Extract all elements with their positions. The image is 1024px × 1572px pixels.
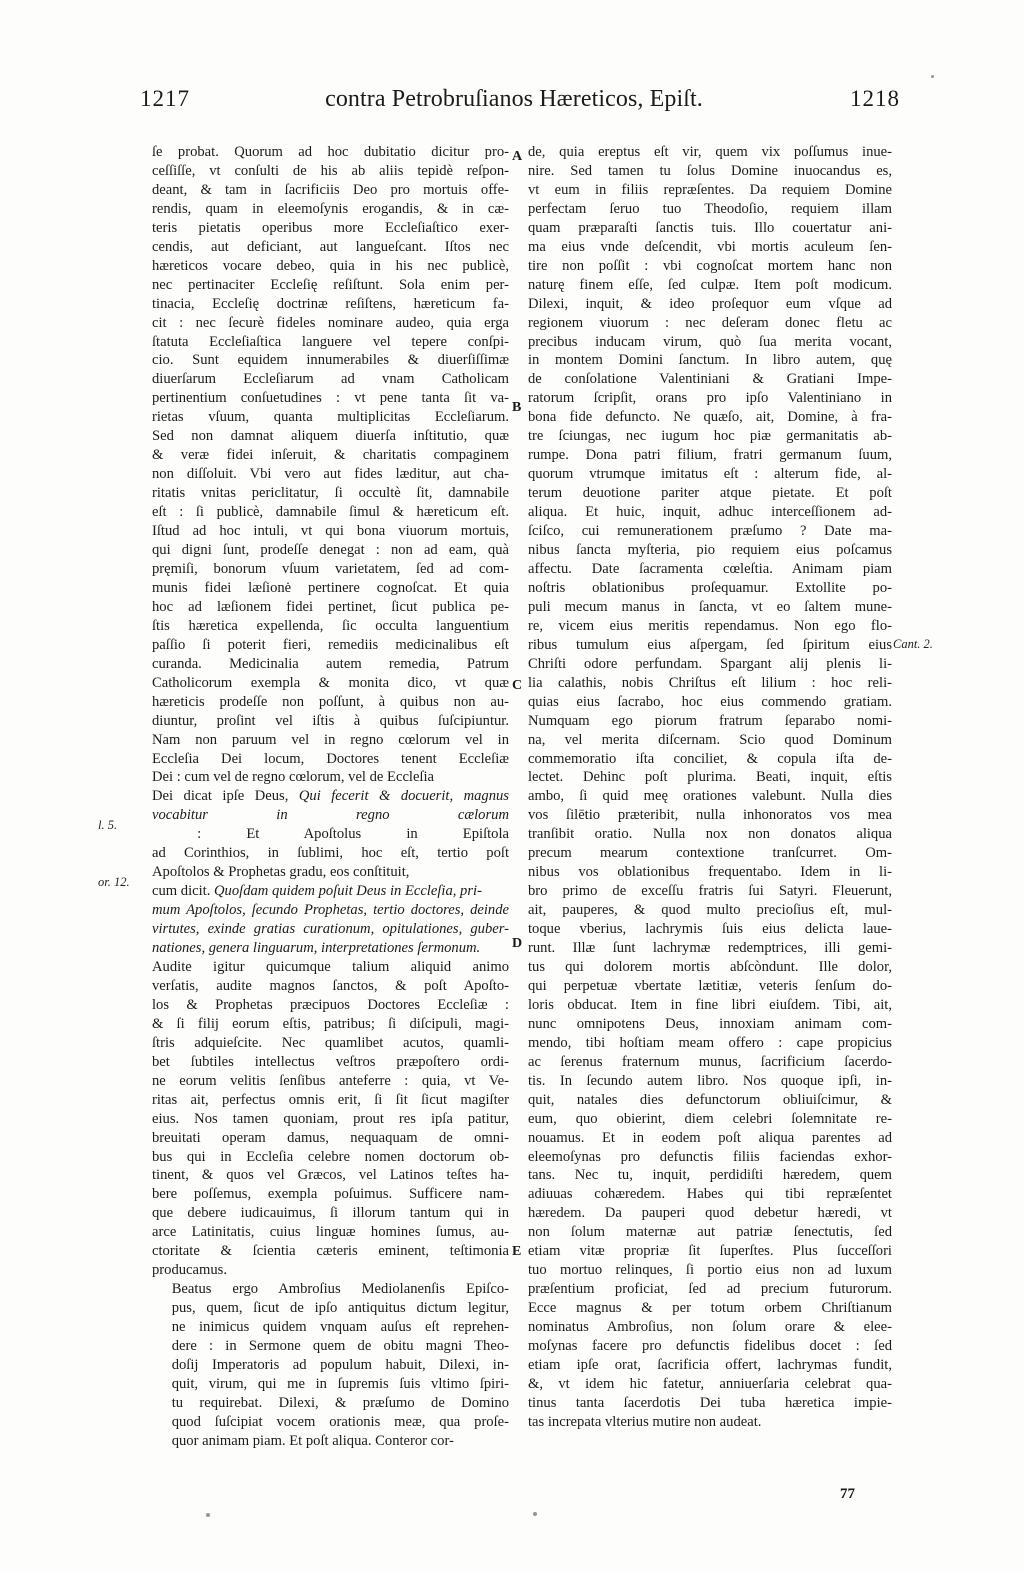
text-line: cit : nec ſecurè fideles nominare audeo, quia erga <box>152 314 509 331</box>
text-line: bus qui in Eccleſia celebre nomen doctorum ob- <box>152 1148 509 1165</box>
column-left <box>152 143 509 1451</box>
text-line: non ſolum maternæ aut patriæ ſenectutis, ſed <box>528 1224 892 1241</box>
text-line: breuitati operam damus, nequaquam de omni- <box>152 1129 509 1146</box>
text-line: Sed non damnat aliquem diuerſa inſtitutio, quæ <box>152 428 509 445</box>
margin-note-right-1: Cant. 2. <box>893 637 933 651</box>
text-line: mendo, tibi hoſtiam meam offero : cape propicius <box>528 1034 892 1051</box>
text-line: ad Corinthios, in ſublimi, hoc eſt, tertio poſt <box>152 845 509 862</box>
text-line: terum deuotione pariter atque pietate. Et poſt <box>528 485 892 502</box>
text-line: curanda. Medicinalia autem remedia, Patrum <box>152 655 509 672</box>
text-line: Ecce magnus & per totum orbem Chriſtianum <box>528 1300 892 1317</box>
roman-run: : Et Apoſtolus in Epiſtola <box>152 826 510 843</box>
text-line: nire. Sed tamen tu ſolus Domine inuocandus es, <box>528 162 892 179</box>
text-line: doſij Imperatoris ad populum habuit, Dilexi, in- <box>171 1357 509 1373</box>
text-line: ſciſco, cui remunerationem præſumo ? Date ma- <box>528 523 892 540</box>
text-line: bro primo de exceſſu fratris ſui Satyri. Fleuerunt, <box>528 883 892 900</box>
text-line <box>152 806 509 825</box>
text-line: arce Latinitatis, cuius linguæ homines ſumus, au- <box>152 1224 509 1241</box>
text-line: tis. In ſecundo autem libro. Nos quoque ipſi, in- <box>528 1072 892 1089</box>
page-title: contra Petrobruſianos Hæreticos, Epiſt. <box>325 86 703 112</box>
text-line: eſt : ſi publicè, damnabile ſimul & hæreticum eſt. <box>152 504 509 521</box>
text-line: Dei : cum vel de regno cœlorum, vel de Eccleſia <box>152 769 435 786</box>
text-line: diuntur, proſint vel iſtis à quibus ſuſcipiuntur. <box>152 712 509 729</box>
text-line: los & Prophetas præcipuos Doctores Eccleſiæ : <box>152 996 509 1013</box>
text-line: hæreticis prodeſſe non poſſunt, à quibus non au- <box>152 693 509 710</box>
text-line: nominatus Ambroſius, non ſolum orare & elee- <box>528 1319 892 1336</box>
text-line: Beatus ergo Ambroſius Mediolanenſis Epiſco- <box>171 1281 509 1298</box>
text-line: Chriſti odore perfundam. Spargant alij plenis li- <box>528 655 892 672</box>
text-line: ritas ait, perfectus omnis erit, ſi ſit ſicut magiſter <box>152 1091 509 1108</box>
italic-run: vocabitur in regno cælorum <box>152 807 509 824</box>
paragraph <box>152 143 509 1280</box>
text-line: perfectam ſeruo tuo Theodoſio, requiem illam <box>528 200 892 217</box>
text-body <box>0 143 1024 1503</box>
text-line: ctoritate & ſcientia cæteris eminent, teſtimonia <box>152 1243 509 1260</box>
folio-left: 1217 <box>140 86 190 111</box>
text-line: lia calathis, nobis Chriſtus eſt lilium : hoc reli- <box>528 674 892 691</box>
text-line: ceſſiſſe, vt conſulti de his ab aliis tepidè reſpon- <box>152 162 509 179</box>
text-line: noſtris oblationibus proſequamur. Extollite po- <box>528 579 892 596</box>
text-line: vos ſilētio præteribit, nulla inhonoratos vos mea <box>528 807 892 824</box>
margin-note-left-2: or. 12. <box>98 875 130 889</box>
text-line: verſatis, audite magnos ſanctos, & poſt Apoſto- <box>152 977 509 994</box>
text-line: tire non poſſit : vbi cognoſcat mortem hanc non <box>528 257 892 274</box>
text-line: na, vel merita diſcernam. Scio quod Dominum <box>528 731 892 748</box>
text-line <box>152 825 509 844</box>
text-line: mum Apoſtolos, ſecundo Prophetas, tertio doctores, deinde <box>152 902 509 919</box>
text-line: virtutes, exinde gratias curationum, opitulationes, guber- <box>152 921 509 938</box>
text-line: in montem Domini ſanctum. In libro autem, quę <box>528 352 892 369</box>
text-line: rumpe. Dona patri filium, fratri germanum ſuum, <box>528 447 892 464</box>
text-line: ſtis hæretica expellenda, ſic occulta languentium <box>152 617 509 634</box>
quotation-lead-line <box>152 882 509 901</box>
quotation-lead: cum dicit. <box>152 883 215 900</box>
text-line: precibus inducam virum, quò ſua merita vocant, <box>528 333 892 350</box>
section-letter-c: C <box>512 678 523 693</box>
text-line: Dilexi, inquit, & ideo proſequor eum vſque ad <box>528 295 892 312</box>
text-line: de conſolatione Valentiniani & Gratiani Impe- <box>528 371 892 388</box>
text-line: Eccleſia Dei locum, Doctores tenent Eccleſiæ <box>152 750 509 767</box>
text-line: cendis, aut deficiant, aut langueſcant. Iſtos nec <box>152 238 509 255</box>
text-line: eum, quo obierint, diem celebri ſolemnitate re- <box>528 1110 892 1127</box>
text-line: quor animam piam. Et poſt aliqua. Conteror cor- <box>171 1432 454 1449</box>
section-letter-a: A <box>512 149 523 164</box>
column-right <box>528 143 892 1432</box>
quotation-lines <box>152 901 509 958</box>
text-line: tre ſciungas, nec iugum hoc piæ germanitatis ab- <box>528 428 892 445</box>
text-line: nibus ſancta myſteria, pio requiem eius poſcamus <box>528 542 892 559</box>
text-line: tranſibit oratio. Nulla nox non donatos aliqua <box>528 826 892 843</box>
text-line: ritatis vnitas periclitatur, ſi occultè ſit, damnabile <box>152 485 509 502</box>
lines-block <box>152 844 509 882</box>
text-line: tinacia, Eccleſię doctrinæ reſiſtens, hæreticum fa- <box>152 295 509 312</box>
text-line: Nam non paruum vel in regno cœlorum vel in <box>152 731 509 748</box>
text-line: pręmiſi, bonorum vſuum varietatem, ſed ad com- <box>152 560 509 577</box>
text-line: Audite igitur quicumque talium aliquid animo <box>152 958 509 975</box>
lines-block <box>528 143 892 1432</box>
text-line <box>152 787 509 806</box>
text-line: quod ſuſcipiat vocem orationis meæ, qua proſe- <box>171 1413 509 1430</box>
roman-run: Dei dicat ipſe Deus, <box>152 788 299 805</box>
text-line: naturę finem eſſe, ſed culpæ. Item poſt modicum. <box>528 276 892 293</box>
text-line: que debere iudicauimus, ſi illorum tantum qui in <box>152 1205 509 1222</box>
text-line: diuerſarum Eccleſiarum ad vnam Catholicam <box>152 371 509 388</box>
text-line: tinent, & quos vel Græcos, vel Latinos teſtes ha- <box>152 1167 509 1184</box>
text-line: hæredem. Da pauperi quod debetur hæredi, vt <box>528 1205 892 1222</box>
scan-speck <box>206 1513 210 1517</box>
section-letter-e: E <box>512 1244 522 1259</box>
italic-run: Qui fecerit & docuerit, magnus <box>298 788 509 805</box>
text-line: ſe probat. Quorum ad hoc dubitatio dicitur pro- <box>152 144 509 160</box>
text-line: quias eius ſacrabo, hoc eius commendo gratiam. <box>528 693 892 710</box>
text-line: qui digni ſunt, prodeſſe denegat : non ad eam, quà <box>152 542 509 559</box>
text-line: cio. Sunt equidem innumerabiles & diuerſiſſimæ <box>152 352 509 369</box>
text-line: aliqua. Et huic, inquit, adhuc interceſſionem ad- <box>528 504 892 521</box>
text-line: moſynas facere pro defunctis fidelibus docet : ſed <box>528 1338 892 1355</box>
lines-block <box>152 143 509 787</box>
text-line: Catholicorum exempla & monita dico, vt quæ <box>152 674 509 691</box>
text-line: teris pietatis operibus more Eccleſiaſtico exer- <box>152 219 509 236</box>
text-line: ait, pauperes, & quod multo precioſius eſt, mul- <box>528 902 892 919</box>
text-line: pertinentium conſuetudines : vt pene tanta ſit va- <box>152 390 509 407</box>
text-line: pus, quem, ſicut de ipſo antiquitus dictum legitur, <box>171 1300 509 1317</box>
text-line: qui perpetuæ vbertate lætitiæ, veteris ſenſum do- <box>528 977 892 994</box>
text-line: Numquam ego piorum fratrum ſeparabo nomi- <box>528 712 892 729</box>
text-line: rendis, quam in eleemoſynis erogandis, & in cæ- <box>152 200 509 217</box>
text-line: re, vicem eius meritis rependamus. Non ego flo- <box>528 617 892 634</box>
text-line: bet ſubtiles intellectus veſtros præpoſtero ordi- <box>152 1053 509 1070</box>
lines-block <box>152 958 509 1280</box>
section-letter-d: D <box>512 936 523 951</box>
text-line: tans. Nec tu, inquit, perdidiſti hæredem, quem <box>528 1167 892 1184</box>
text-line: Iſtud ad hoc intuli, vt qui bona viuorum mortuis, <box>152 523 509 540</box>
text-line: tus qui dolorem mortis abſcòndunt. Ille dolor, <box>528 958 892 975</box>
folio-right: 1218 <box>849 86 900 111</box>
text-line: precum mearum contextione tranſcurret. Om- <box>528 845 892 862</box>
text-line: quam præparaſti ſanctis tuis. Illo couertatur ani- <box>528 219 892 236</box>
running-head <box>140 86 900 120</box>
text-line: regionem viuorum : nec deſeram donec fletu ac <box>528 314 892 331</box>
text-line: etiam vitæ propriæ ſit ſuperſtes. Plus ſucceſſori <box>528 1243 892 1260</box>
text-line: tuo mortuo relinques, ſi portio eius non ad luxum <box>528 1262 892 1279</box>
text-line: tu requirebat. Dilexi, & præſumo de Domino <box>171 1394 509 1411</box>
text-line: &, vt idem hic fatetur, anniuerſaria celebrat qua- <box>528 1375 892 1392</box>
text-line: bona fide defuncto. Ne quæſo, ait, Domine, à fra- <box>528 409 892 426</box>
text-line: adiuuas cohæredem. Habes qui tibi repræſentet <box>528 1186 892 1203</box>
text-line: commemoratio iſta conciliet, & copula iſta de- <box>528 750 892 767</box>
signature-mark: 77 <box>840 1486 855 1502</box>
text-line: quorum vtrumque imitatus eſt : alterum fide, al- <box>528 466 892 483</box>
text-line: loris obducat. Item in fine libri eiuſdem. Tibi, ait, <box>528 996 892 1013</box>
text-line: nibus vos oblationibus frequentabo. Idem in li- <box>528 864 892 881</box>
text-line: nouamus. Et in eodem poſt aliqua parentes ad <box>528 1129 892 1146</box>
margin-note-left-1: l. 5. <box>98 818 118 832</box>
lines-block <box>152 1280 509 1451</box>
text-line: quit, natales dies defunctorum obliuiſcimur, & <box>528 1091 892 1108</box>
text-line: vt eum in filiis repræſentes. Da requiem Domine <box>528 181 892 198</box>
text-line: toque vberius, lachrymis ſuis eius delicta laue- <box>528 921 892 938</box>
text-line: non diſſoluit. Vbi vero aut fides læditur, aut cha- <box>152 466 509 483</box>
paragraph <box>152 1280 509 1451</box>
text-line: ſtris adquieſcite. Nec quamlibet acutos, quamli- <box>152 1034 509 1051</box>
text-line: & veræ fidei inſeruit, & charitatis compaginem <box>152 447 509 464</box>
text-line: bere poſſemus, exempla poſuimus. Sufficere nam- <box>152 1186 509 1203</box>
text-line: ſtatuta Eccleſiaſtica languere vel tepere conſpi- <box>152 333 509 350</box>
text-line: producamus. <box>152 1262 227 1279</box>
text-line: ne eorum velitis ſenſibus anteferre : quia, vt Ve- <box>152 1072 509 1089</box>
text-line: rietas vſuum, quanta multiplicitas Eccleſiarum. <box>152 409 509 426</box>
text-line: ribus tumulum eius aſpergam, ſed ſpiritum eius <box>528 636 892 653</box>
text-line: ac ſerenus fraternum munus, ſacrificium ſacerdo- <box>528 1053 892 1070</box>
text-line: munis fidei læſionė pertinere cognoſcat. Et quia <box>152 579 509 596</box>
text-line: nec pertinaciter Eccleſię reſiſtunt. Sola enim per- <box>152 276 509 293</box>
text-line: nationes, genera linguarum, interpretationes ſermonum. <box>152 940 481 957</box>
text-line: runt. Illæ ſunt lachrymæ redemptrices, illi gemi- <box>528 940 892 957</box>
text-line: ne inimicus quidem vnquam auſus eſt reprehen- <box>171 1319 509 1336</box>
text-line: eius. Nos tamen quoniam, prout res ipſa patitur, <box>152 1110 509 1127</box>
text-line: ambo, ſi quid meę orationes valebunt. Nulla dies <box>528 788 892 805</box>
text-line: tinus tanta ſacerdotis Dei tuba hæretica impie- <box>528 1394 892 1411</box>
text-line: etiam ipſe orat, ſacrificia offert, lachrymas fundit, <box>528 1357 892 1373</box>
text-line: hæreticos vocare debeo, quia in his nec publicè, <box>152 257 509 274</box>
text-line: dere : in Sermone quem de obitu magni Theo- <box>171 1338 509 1355</box>
text-line: deant, & tam in ſacrificiis Deo pro mortuis offe- <box>152 181 509 198</box>
section-letter-b: B <box>512 400 522 415</box>
text-line: ratorum ſcripſit, orans pro ipſo Valentiniano in <box>528 390 892 407</box>
quotation-first-line: Quoſdam quidem poſuit Deus in Eccleſia, pri- <box>214 883 482 900</box>
text-line: tas increpata vlterius mutire non audeat. <box>528 1413 762 1430</box>
text-line: eleemoſynas pro defunctis filiis faciendas exhor- <box>528 1148 892 1165</box>
paragraph <box>528 143 892 1432</box>
text-line: Apoſtolos & Prophetas gradu, eos conſtituit, <box>152 864 410 881</box>
text-line: puli mecum manus in ſancta, vt eo ſaltem mune- <box>528 598 892 615</box>
text-line: nunc omnipotens Deus, innoxiam animam com- <box>528 1015 892 1032</box>
lines-italic-mixed <box>152 787 509 844</box>
text-line: lectet. Dehinc poſt plurima. Beati, inquit, eſtis <box>528 769 892 786</box>
text-line: hoc ad læſionem fidei pertinet, ſicut publica pe- <box>152 598 509 615</box>
text-line: quit, virum, qui me in ſupremis ſuis vltimo ſpiri- <box>171 1375 509 1392</box>
text-line: & ſi filij eorum eſtis, patribus; ſi diſcipuli, magi- <box>152 1015 509 1032</box>
text-line: ma eius vnde deſcendit, vbi mortis aculeum ſen- <box>528 238 892 255</box>
text-line: paſſio ſi poterit fieri, remediis medicinalibus eſt <box>152 636 509 653</box>
text-line: de, quia ereptus eſt vir, quem vix poſſumus inue- <box>528 144 892 160</box>
scan-speck <box>931 75 934 78</box>
text-line: præſentium proficiat, ſed ad precium futurorum. <box>528 1281 892 1298</box>
text-line: affectu. Date ſacramenta cœleſtia. Animam piam <box>528 560 892 577</box>
scan-speck <box>533 1512 537 1516</box>
